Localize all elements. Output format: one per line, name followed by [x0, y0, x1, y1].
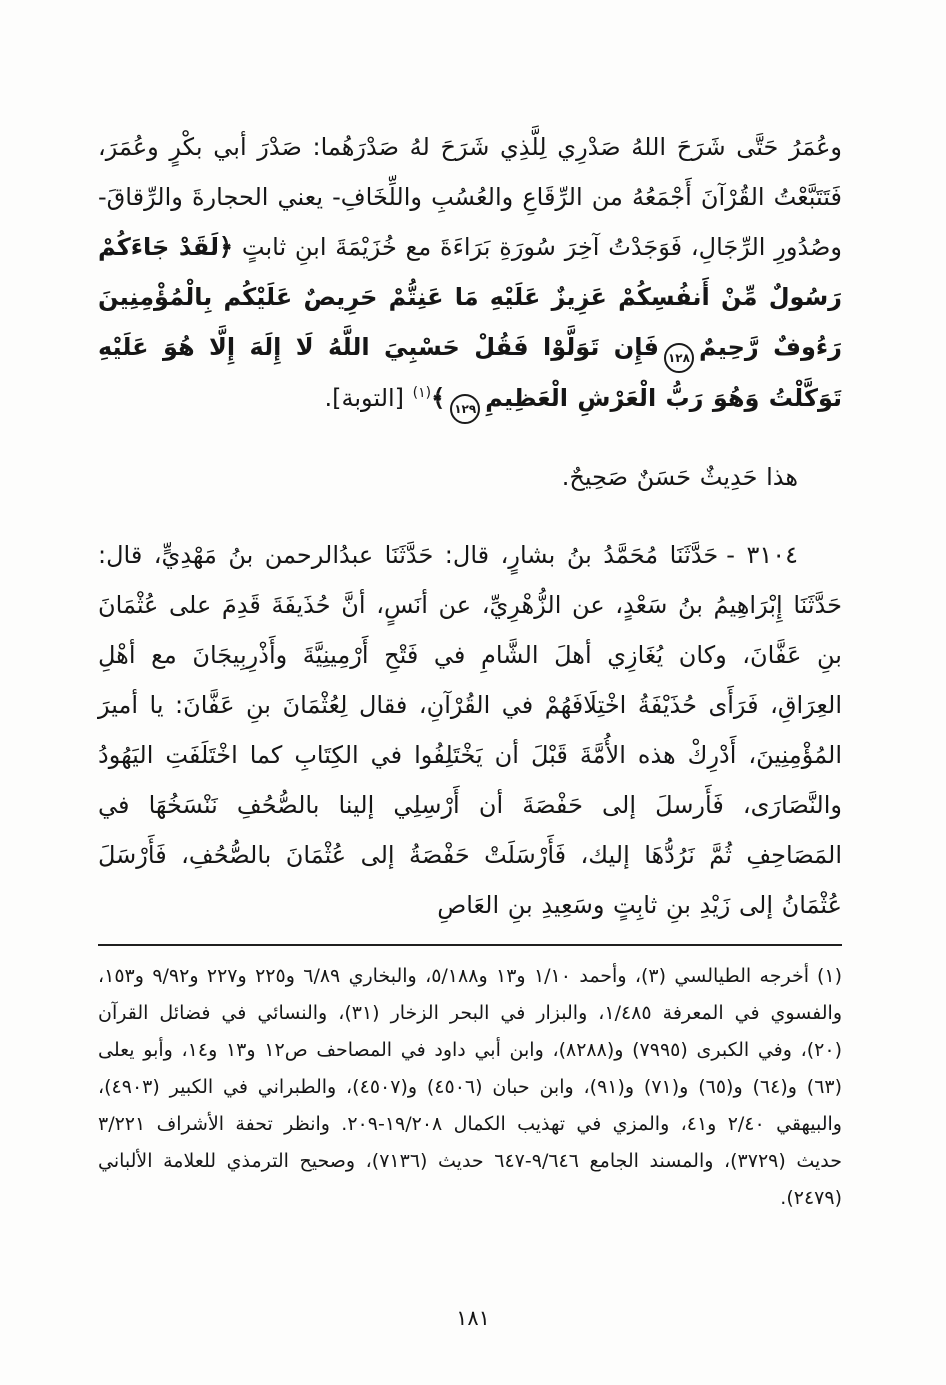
verse-close-bracket: ﴾ [431, 384, 446, 412]
ayah-end-marker-129: ١٢٩ [450, 394, 480, 424]
footnote-1 [98, 958, 842, 1217]
footnote-separator [98, 944, 842, 946]
hadith-text: حَدَّثَنَا مُحَمَّدُ بنُ بشارٍ، قال: حَدَّثَنَا عبدُالرحمن بنُ مَهْدِيٍّ، قال: حَدَّثَنَا إِبْرَاهِيمُ بنُ سَعْدٍ، عن الزُّهْرِيِّ، عن أنَسٍ، أنَّ حُذَيفَةَ قَدِمَ على عُثْمَانَ بنِ عَفَّانَ، وكان يُغَازِي أهلَ الشَّامِ في فَتْحِ أَرْمِينِيَّةَ وأَذْرِبِيجَانَ مع أهْلِ العِرَاقِ، فَرَأَى حُذَيْفَةُ اخْتِلَافَهُمْ في القُرْآنِ، فقال لِعُثْمَانَ بنِ عَفَّانَ: يا أميرَ المُؤْمِنِينَ، أَدْرِكْ هذه الأُمَّةَ قَبْلَ أن يَخْتَلِفُوا في الكِتَابِ كما اخْتَلَفَتِ اليَهُودُ والنَّصَارَى، فَأَرسلَ إلى حَفْصَةَ أن أَرْسِلِي إلينا بالصُّحُفِ نَنْسَخُهَا في المَصَاحِفِ ثُمَّ نَرُدُّهَا إليك، فَأَرْسَلَتْ حَفْصَةُ إلى عُثْمَانَ بالصُّحُفِ، فَأَرْسَلَ عُثْمَانُ إلى زَيْدِ بنِ ثابِتٍ وسَعِيدِ بنِ العَاصِ [98, 541, 842, 919]
footnote-text: أخرجه الطيالسي (٣)، وأحمد ١/١٠ و١٣ و٥/١٨٨، والبخاري ٦/٨٩ و٢٢٥ و٢٢٧ و٩/٩٢ و١٥٣، والفسوي في المعرفة ١/٤٨٥، والبزار في البحر الزخار (٣١)، والنسائي في فضائل القرآن (٢٠)، وفي الكبرى (٧٩٩٥) و(٨٢٨٨)، وابن أبي داود في المصاحف ص١٢ و١٣ و١٤، وأبو يعلى (٦٣) و(٦٤) و(٦٥) و(٧١) و(٩١)، وابن حبان (٤٥٠٦) و(٤٥٠٧)، والطبراني في الكبير (٤٩٠٣)، والبيهقي ٢/٤٠ و٤١، والمزي في تهذيب الكمال ١٩/٢٠٨-٢٠٩. وانظر تحفة الأشراف ٣/٢٢١ حديث (٣٧٢٩)، والمسند الجامع ٩/٦٤٦-٦٤٧ حديث (٧١٣٦)، وصحيح الترمذي للعلامة الألباني (٢٤٧٩). [98, 965, 843, 1209]
footnote-marker: (١) [816, 965, 843, 987]
hadith-number: ٣١٠٤ - [726, 541, 798, 569]
verse-open-bracket: ﴿ [219, 233, 234, 261]
verse-text-1: لَقَدْ جَاءَكُمْ رَسُولٌ مِّنْ أَنفُسِكُمْ عَزِيزٌ عَلَيْهِ مَا عَنِتُّمْ حَرِيصٌ عَلَيْكُم بِالْمُؤْمِنِينَ رَءُوفٌ رَّحِيمٌ [98, 233, 843, 361]
body-text: وعُمَرُ حَتَّى شَرَحَ اللهُ صَدْرِي لِلَّذِي شَرَحَ لهُ صَدْرَهُما: صَدْرَ أبي بكْرٍ وعُمَرَ، فَتَتَبَّعْتُ القُرْآنَ أَجْمَعُهُ من الرِّقَاعِ والعُسُبِ واللِّخَافِ- يعني الحجارةَ والرِّقاقَ- وصُدُورِ الرِّجَالِ، فَوَجَدْتُ آخِرَ سُورَةِ بَرَاءَةَ مع خُزَيْمَةَ ابنِ ثابتٍ [98, 133, 843, 261]
page-number: ١٨١ [456, 1306, 490, 1330]
hadith-3104-paragraph [98, 530, 842, 930]
footnotes-section [98, 944, 842, 1217]
surah-reference: [التوبة]. [324, 384, 413, 412]
hadith-continuation-paragraph [98, 122, 842, 424]
hadith-grading: هذا حَدِيثٌ حَسَنٌ صَحِيحٌ. [561, 463, 798, 491]
footnote-reference-1: (١) [412, 385, 432, 401]
verse-text-2: فَإِن تَوَلَّوْا فَقُلْ حَسْبِيَ اللَّهُ لَا إِلَهَ إِلَّا هُوَ عَلَيْهِ تَوَكَّلْتُ وَهُوَ رَبُّ الْعَرْشِ الْعَظِيمِ [98, 333, 842, 412]
ayah-end-marker-128: ١٢٨ [664, 343, 694, 373]
